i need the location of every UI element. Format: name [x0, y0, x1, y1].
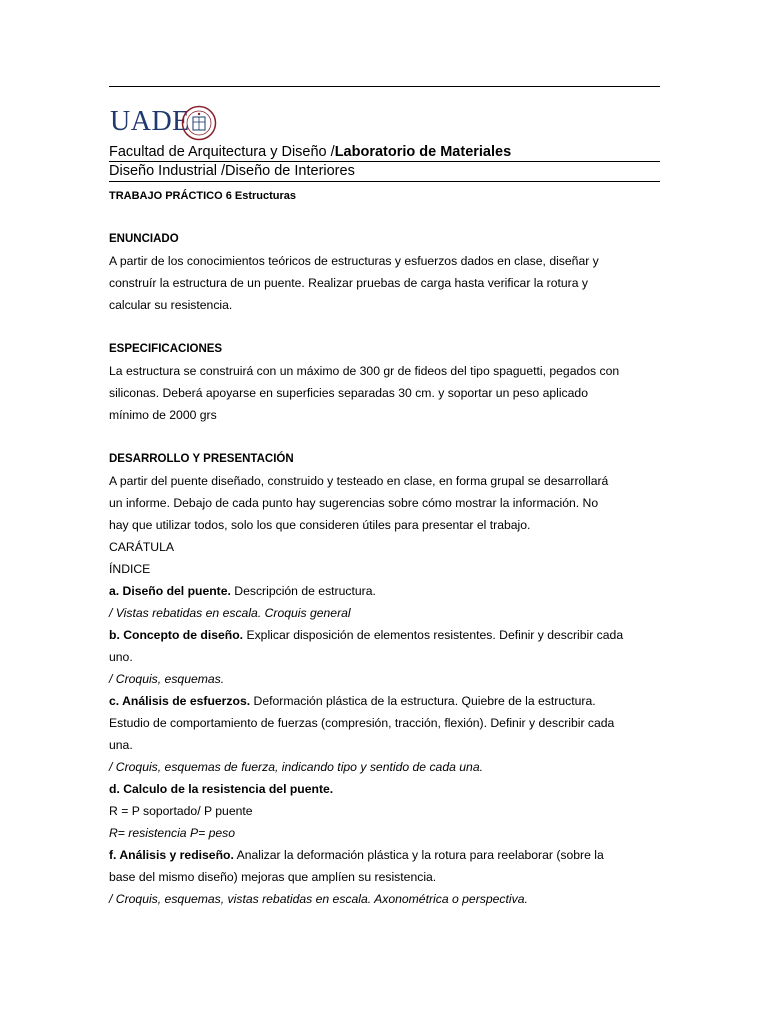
programs-line: Diseño Industrial /Diseño de Interiores [109, 163, 355, 179]
enunciado-heading: ENUNCIADO [109, 233, 179, 245]
item-b-text-cont: uno. [109, 650, 133, 664]
university-seal-icon [181, 105, 217, 141]
item-c [109, 690, 659, 712]
item-f-hint: / Croquis, esquemas, vistas rebatidas en escala. Axonométrica o perspectiva. [109, 892, 528, 906]
desarrollo-line: un informe. Debajo de cada punto hay sugerencias sobre cómo mostrar la información. No [109, 496, 599, 510]
enunciado-line: calcular su resistencia. [109, 298, 233, 312]
item-f-text: Analizar la deformación plástica y la rotura para reelaborar (sobre la [233, 848, 604, 862]
item-b-text: Explicar disposición de elementos resistentes. Definir y describir cada [243, 628, 624, 642]
desarrollo-heading: DESARROLLO Y PRESENTACIÓN [109, 453, 294, 465]
item-c-text-cont: Estudio de comportamiento de fuerzas (compresión, tracción, flexión). Definir y describir cada [109, 716, 615, 730]
item-f-text-cont: base del mismo diseño) mejoras que amplíen su resistencia. [109, 870, 437, 884]
faculty-name: Facultad de Arquitectura y Diseño / [109, 144, 335, 160]
item-c-hint: / Croquis, esquemas de fuerza, indicando tipo y sentido de cada una. [109, 760, 483, 774]
item-d-legend: R= resistencia P= peso [109, 826, 236, 840]
item-c-title: c. Análisis de esfuerzos. [109, 694, 251, 708]
document-body [109, 228, 659, 910]
item-a-title: a. Diseño del puente. [109, 584, 231, 598]
enunciado-line: construír la estructura de un puente. Realizar pruebas de carga hasta verificar la rotura y [109, 276, 588, 290]
item-f-title: f. Análisis y rediseño. [109, 848, 234, 862]
especificaciones-line: siliconas. Deberá apoyarse en superficies separadas 30 cm. y soportar un peso aplicado [109, 386, 588, 400]
caratula-label: CARÁTULA [109, 540, 175, 554]
logo-text: UADE [110, 106, 190, 137]
item-d-title: d. Calculo de la resistencia del puente. [109, 782, 334, 796]
item-a [109, 580, 659, 602]
item-d-formula: R = P soportado/ P puente [109, 804, 253, 818]
item-c-text: Deformación plástica de la estructura. Quiebre de la estructura. [250, 694, 596, 708]
item-b [109, 624, 659, 646]
indice-label: ÍNDICE [109, 562, 151, 576]
item-b-hint: / Croquis, esquemas. [109, 672, 225, 686]
lab-name: Laboratorio de Materiales [334, 144, 512, 160]
item-a-text: Descripción de estructura. [230, 584, 376, 598]
assignment-title: TRABAJO PRÁCTICO 6 Estructuras [109, 190, 297, 202]
desarrollo-line: hay que utilizar todos, solo los que consideren útiles para presentar el trabajo. [109, 518, 531, 532]
item-f [109, 844, 659, 866]
item-b-title: b. Concepto de diseño. [109, 628, 244, 642]
especificaciones-line: mínimo de 2000 grs [109, 408, 217, 422]
top-rule [109, 86, 660, 87]
enunciado-line: A partir de los conocimientos teóricos de estructuras y esfuerzos dados en clase, diseñar y [109, 254, 599, 268]
item-a-hint: / Vistas rebatidas en escala. Croquis general [109, 606, 351, 620]
especificaciones-line: La estructura se construirá con un máximo de 300 gr de fideos del tipo spaguetti, pegados con [109, 364, 620, 378]
faculty-line [109, 143, 511, 161]
item-c-text-cont: una. [109, 738, 133, 752]
especificaciones-heading: ESPECIFICACIONES [109, 343, 223, 355]
header-bottom-rule [109, 181, 660, 182]
desarrollo-line: A partir del puente diseñado, construido y testeado en clase, en forma grupal se desarrollará [109, 474, 609, 488]
